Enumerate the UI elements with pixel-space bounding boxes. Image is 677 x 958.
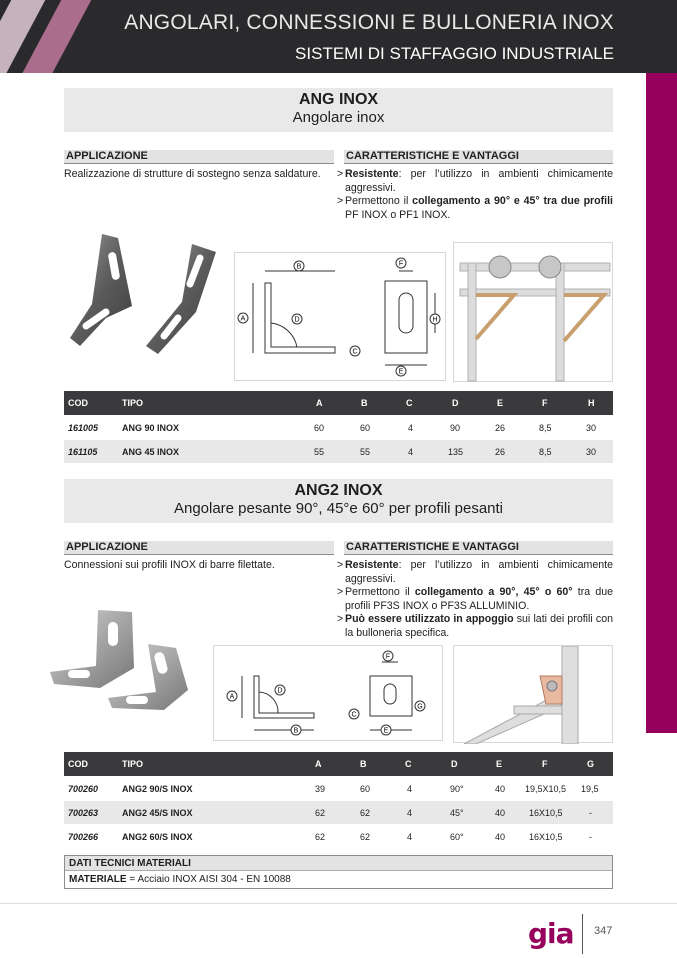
table-header: TIPO [122, 759, 144, 769]
feature-bullet: > Resistente: per l’utilizzo in ambienti chimicamente aggressivi. [337, 559, 613, 585]
table-cell: 55 [314, 446, 325, 457]
dimension-label: A [229, 693, 235, 701]
table-cell: 26 [495, 422, 506, 433]
dimension-label: D [277, 687, 283, 695]
table-cell: 19,5X10,5 [525, 783, 567, 794]
feature-bullet: > Permettono il collegamento a 90°, 45° o 60° tra due profili PF3S INOX o PF3S ALLUMINIO. [337, 586, 613, 612]
side-brand-band [646, 73, 677, 733]
table-cell: 19,5 [581, 783, 599, 794]
product-title-block [64, 479, 613, 523]
table-row [64, 777, 613, 800]
table-cell: 700263 [68, 807, 99, 818]
brand-logo: gia [528, 917, 574, 950]
caratteristiche-label: CARATTERISTICHE E VANTAGGI [344, 150, 613, 164]
tech-data-box [64, 855, 613, 889]
table-header-row [64, 391, 613, 415]
page-number: 347 [594, 925, 613, 937]
table-cell: 60 [360, 783, 371, 794]
table-cell: 4 [408, 422, 414, 433]
technical-drawing [213, 645, 443, 741]
table-cell: 4 [407, 831, 413, 842]
page-subtitle: SISTEMI DI STAFFAGGIO INDUSTRIALE [295, 44, 614, 63]
product-code: ANG2 INOX [294, 482, 383, 499]
table-cell: 60 [314, 422, 325, 433]
page-header [0, 0, 677, 73]
table-header: COD [68, 759, 88, 769]
table-header: C [406, 398, 413, 408]
technical-drawing [234, 252, 446, 381]
dimension-label: H [432, 316, 438, 324]
table-row [64, 825, 613, 848]
table-cell: 26 [495, 446, 506, 457]
table-cell: 39 [315, 783, 326, 794]
dimension-label: G [417, 703, 423, 711]
table-cell: 55 [360, 446, 371, 457]
table-header: B [360, 759, 367, 769]
product-code: ANG INOX [298, 91, 379, 108]
table-cell: 40 [495, 831, 506, 842]
tech-data-label: DATI TECNICI MATERIALI [65, 856, 612, 871]
table-cell: - [589, 807, 592, 818]
table-cell: 90° [450, 783, 464, 794]
table-cell: ANG 45 INOX [122, 446, 180, 457]
page-title: ANGOLARI, CONNESSIONI E BULLONERIA INOX [124, 11, 614, 34]
table-header: F [542, 759, 548, 769]
footer-divider [0, 903, 677, 904]
material-line: MATERIALE = Acciaio INOX AISI 304 - EN 10088 [69, 874, 291, 885]
table-header: B [361, 398, 368, 408]
table-header: C [405, 759, 412, 769]
caratteristiche-label: CARATTERISTICHE E VANTAGGI [344, 541, 613, 555]
applicazione-label: APPLICAZIONE [64, 541, 334, 555]
table-row [64, 440, 613, 463]
applicazione-label: APPLICAZIONE [64, 150, 334, 164]
dimension-label: F [398, 260, 404, 268]
table-cell: 4 [407, 783, 413, 794]
table-header: TIPO [122, 398, 144, 408]
table-cell: 700260 [68, 783, 99, 794]
product-table [64, 752, 613, 850]
table-header: COD [68, 398, 88, 408]
table-cell: 30 [586, 446, 597, 457]
table-cell: 40 [495, 783, 506, 794]
applicazione-text: Realizzazione di strutture di sostegno senza saldature. [64, 168, 321, 180]
dimension-label: C [351, 711, 357, 719]
table-cell: 700266 [68, 831, 99, 842]
table-cell: 8,5 [539, 446, 552, 457]
product-photo [66, 228, 226, 378]
applicazione-text: Connessioni sui profili INOX di barre filettate. [64, 559, 275, 571]
dimension-label: A [240, 315, 246, 323]
table-cell: 40 [495, 807, 506, 818]
table-cell: 62 [315, 807, 326, 818]
table-cell: ANG2 60/S INOX [122, 831, 193, 842]
table-cell: ANG2 90/S INOX [122, 783, 193, 794]
dimension-label: E [383, 727, 389, 735]
table-cell: 90 [450, 422, 461, 433]
table-cell: 16X10,5 [529, 831, 563, 842]
application-image [453, 242, 613, 382]
table-header: E [497, 398, 504, 408]
dimension-label: B [296, 263, 302, 271]
table-cell: ANG 90 INOX [122, 422, 180, 433]
table-header: E [496, 759, 503, 769]
feature-bullet: > Può essere utilizzato in appoggio sui lati dei profili con la bulloneria specifica. [337, 613, 613, 639]
application-image [453, 645, 613, 743]
table-cell: 60 [360, 422, 371, 433]
table-cell: ANG2 45/S INOX [122, 807, 193, 818]
product-title-block [64, 88, 613, 132]
table-header: D [451, 759, 458, 769]
feature-bullet: > Permettono il collegamento a 90° e 45° tra due profili PF INOX o PF1 INOX. [337, 195, 614, 221]
product-name: Angolare inox [292, 109, 385, 126]
table-header-row [64, 752, 613, 776]
table-cell: 135 [448, 446, 464, 457]
product-photo [48, 604, 208, 722]
table-cell: 62 [360, 831, 371, 842]
table-cell: 161105 [68, 446, 98, 457]
table-header: F [542, 398, 548, 408]
table-cell: 45° [450, 807, 464, 818]
table-cell: 8,5 [539, 422, 552, 433]
table-header: A [315, 759, 322, 769]
table-cell: 4 [408, 446, 414, 457]
table-cell: 161005 [68, 422, 99, 433]
dimension-label: E [398, 368, 404, 376]
dimension-label: F [385, 653, 391, 661]
table-cell: 30 [586, 422, 597, 433]
table-header: A [316, 398, 323, 408]
table-cell: 16X10,5 [529, 807, 563, 818]
feature-bullet: > Resistente: per l’utilizzo in ambienti chimicamente aggressivi. [337, 168, 613, 194]
table-header: H [588, 398, 595, 408]
table-cell: 62 [360, 807, 371, 818]
table-cell: 4 [407, 807, 413, 818]
footer-separator [582, 914, 583, 954]
dimension-label: C [352, 348, 358, 356]
table-header: G [587, 759, 595, 769]
table-header: D [452, 398, 459, 408]
table-cell: 62 [315, 831, 326, 842]
dimension-label: D [294, 316, 300, 324]
table-cell: 60° [450, 831, 464, 842]
table-row [64, 416, 613, 439]
table-row [64, 801, 613, 824]
dimension-label: B [293, 727, 299, 735]
product-name: Angolare pesante 90°, 45°e 60° per profili pesanti [173, 500, 504, 517]
product-table [64, 391, 613, 461]
table-cell: - [589, 831, 592, 842]
